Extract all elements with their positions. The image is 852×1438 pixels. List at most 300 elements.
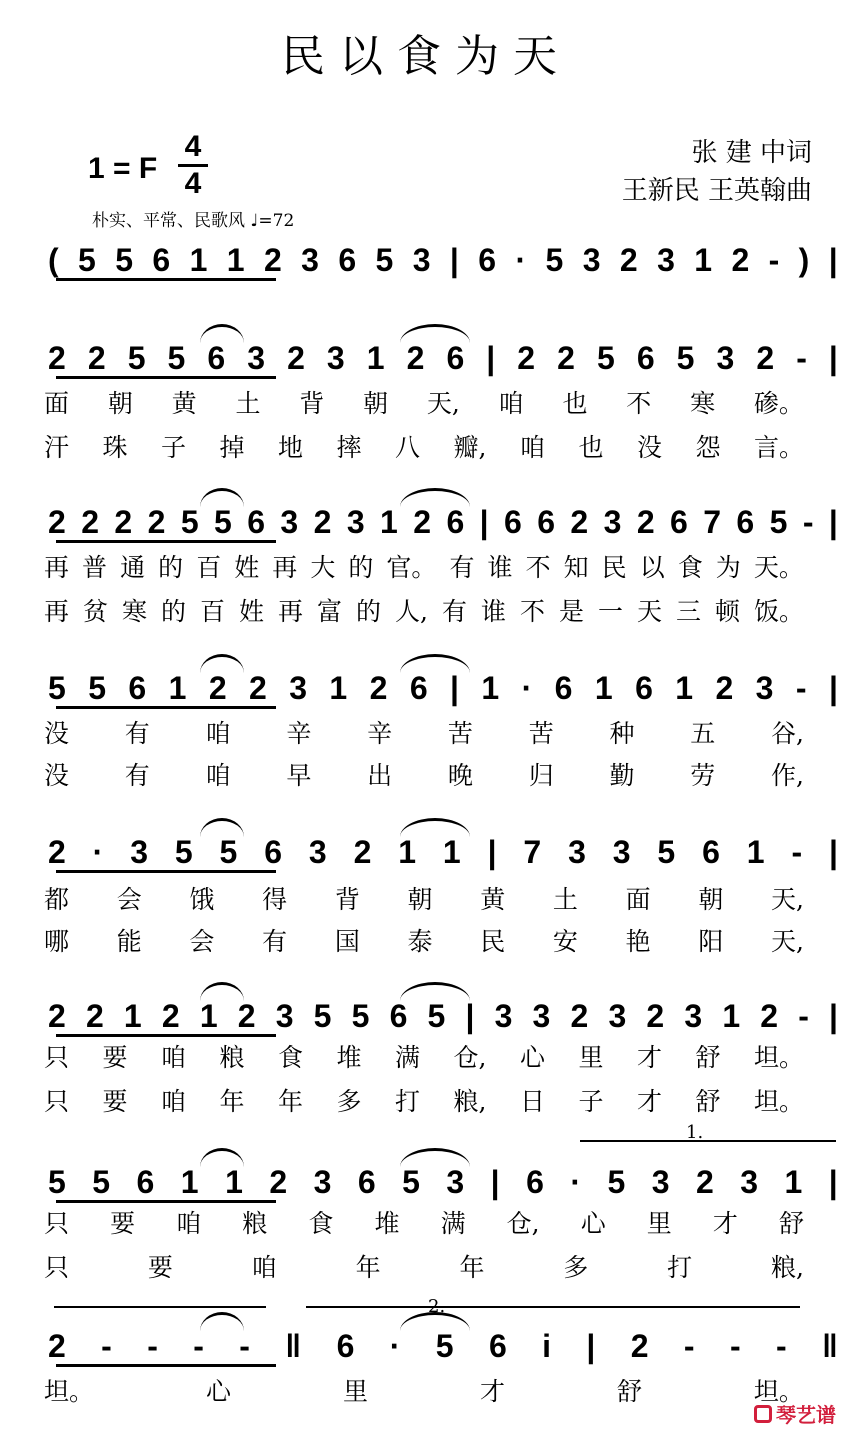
note: 6 [635,669,653,706]
note: 7 [703,503,722,540]
lyric-syllable: 粮 [219,1043,245,1072]
lyricist-credit: 张 建 中词 [691,138,812,168]
note: 6 [357,1163,376,1200]
slur-mark [400,488,470,507]
barline: | [828,241,838,278]
lyric-syllable: 只 [44,1087,70,1116]
lyric-syllable: 心 [205,1377,231,1406]
note: 2 [413,503,432,540]
note: 6 [247,503,266,540]
note: - [791,833,803,870]
lyric-syllable: 子 [161,433,187,462]
note: 2 [406,339,425,376]
note: 1 [180,1163,199,1200]
lyric-syllable: 打 [667,1253,693,1282]
lyric-syllable: 朝 [407,885,433,914]
note: 3 [608,997,627,1034]
lyric-syllable: 人, [395,597,428,626]
note: 3 [612,833,631,870]
note: - [729,1327,741,1364]
lyric-syllable: 坦。 [753,1377,804,1406]
meter-bottom: 4 [184,167,202,200]
lyric-syllable: 再 [272,553,298,582]
barline: ‖ [285,1327,302,1364]
slur-mark [400,1148,470,1167]
note: 3 [247,339,266,376]
note: 1 [594,669,613,706]
lyric-syllable: 堆 [374,1209,400,1238]
note: 3 [603,503,622,540]
volta-label-2: 2. [428,1296,446,1317]
note: · [92,833,104,870]
note: 1 [481,669,500,706]
lyric-syllable: 寒 [122,597,148,626]
note: 1 [329,669,348,706]
beam-underline [56,870,276,873]
lyric-syllable: 不 [525,553,551,582]
lyric-line-2-verse2 [44,426,804,466]
lyric-syllable: 劳 [690,761,716,790]
note: 6 [152,241,171,278]
note: i [542,1327,552,1364]
tempo-marking: 朴实、平常、民歌风 ♩=72 [92,211,295,231]
notation-line-1 [48,236,838,284]
note: · [389,1327,401,1364]
lyric-syllable: 饿 [189,885,215,914]
lyric-syllable: 三 [675,597,701,626]
lyric-syllable: 大 [310,553,336,582]
lyric-syllable: 安 [552,927,578,956]
lyric-syllable: 汗 [44,433,70,462]
note: 3 [755,669,774,706]
lyric-syllable: 珠 [102,433,128,462]
lyric-syllable: 得 [262,885,288,914]
note: 2 [87,339,106,376]
lyric-syllable: 言。 [753,433,804,462]
note: 1 [694,241,713,278]
note: 2 [114,503,133,540]
lyric-syllable: 咱 [161,1043,187,1072]
lyric-syllable: 多 [563,1253,589,1282]
lyric-syllable: 谷, [771,719,804,748]
volta-bracket-1-end [54,1306,266,1322]
lyric-syllable: 年 [278,1087,304,1116]
lyric-syllable: 要 [147,1253,173,1282]
lyric-syllable: 舒 [695,1087,721,1116]
lyric-syllable: 再 [44,597,70,626]
note: 3 [301,241,319,278]
note: 5 [435,1327,454,1364]
note: 2 [369,669,388,706]
lyric-syllable: 要 [102,1043,128,1072]
lyric-syllable: 的 [348,553,374,582]
lyric-syllable: 有 [262,927,288,956]
lyric-syllable: 五 [690,719,716,748]
note: 3 [280,503,299,540]
lyric-syllable: 仓, [506,1209,540,1238]
lyric-syllable: 食 [677,553,703,582]
note: 3 [313,1163,332,1200]
lyric-syllable: 姓 [234,553,260,582]
lyric-syllable: 食 [278,1043,304,1072]
lyric-syllable: 咱 [519,433,545,462]
note: 6 [504,503,522,540]
lyric-syllable: 有 [124,719,150,748]
note: 6 [446,503,465,540]
lyric-line-2-verse1 [44,382,804,422]
lyric-syllable: 出 [367,761,393,790]
lyric-syllable: 的 [356,597,382,626]
note: 1 [123,997,142,1034]
lyric-syllable: 的 [161,597,187,626]
note: 2 [313,503,332,540]
slur-mark [200,324,244,343]
note: 3 [651,1163,670,1200]
note: 2 [48,503,66,540]
note: ) [798,241,810,278]
note: 3 [716,339,735,376]
note: 2 [263,241,282,278]
note: 2 [715,669,734,706]
lyric-syllable: 有 [124,761,150,790]
lyric-syllable: 咱 [161,1087,187,1116]
slur-mark [400,818,470,837]
note: - [683,1327,695,1364]
lyric-syllable: 才 [479,1377,505,1406]
note: 5 [214,503,232,540]
note: 1 [784,1163,803,1200]
lyric-syllable: 通 [120,553,146,582]
note: 2 [48,1327,66,1364]
note: 3 [494,997,513,1034]
barline: | [490,1163,500,1200]
lyric-syllable: 瓣, [453,433,487,462]
note: 3 [532,997,551,1034]
note: 2 [731,241,750,278]
lyric-syllable: 心 [580,1209,606,1238]
barline: | [487,833,497,870]
note: 6 [264,833,283,870]
time-signature [178,132,208,199]
lyric-syllable: 顿 [714,597,740,626]
lyric-syllable: 才 [636,1087,662,1116]
note: 3 [289,669,308,706]
note: 2 [81,503,99,540]
lyric-syllable: 普 [82,553,108,582]
lyric-syllable: 舒 [616,1377,642,1406]
lyric-syllable: 坦。 [753,1087,804,1116]
lyric-syllable: 咱 [498,389,524,418]
lyric-syllable: 年 [219,1087,245,1116]
lyric-syllable: 以 [639,553,665,582]
lyric-syllable: 打 [395,1087,421,1116]
note: 7 [523,833,542,870]
note: 2 [287,339,305,376]
note: 2 [517,339,536,376]
lyric-line-4-verse2 [44,754,804,794]
lyric-syllable: 贫 [83,597,109,626]
lyric-syllable: 年 [459,1253,485,1282]
lyric-syllable: 子 [578,1087,604,1116]
lyric-line-7-verse2 [44,1246,804,1286]
logo-icon [754,1405,772,1423]
lyric-syllable: 不 [626,389,652,418]
lyric-line-3-verse1 [44,546,804,586]
note: · [570,1163,581,1200]
lyric-syllable: 没 [44,719,70,748]
lyric-syllable: 坦。 [44,1377,95,1406]
lyric-syllable: 没 [636,433,662,462]
lyric-syllable: 摔 [336,433,362,462]
lyric-syllable: 只 [44,1043,70,1072]
note: - [802,503,814,540]
lyric-syllable: 咱 [176,1209,202,1238]
lyric-syllable: 咱 [205,761,231,790]
beam-underline [56,278,276,281]
note: 2 [696,1163,714,1200]
note: 3 [446,1163,465,1200]
note: 2 [570,503,589,540]
lyric-syllable: 再 [278,597,304,626]
lyric-syllable: 天。 [753,553,804,582]
lyric-line-5-verse1 [44,878,804,918]
lyric-syllable: 只 [44,1209,70,1238]
note: 5 [167,339,186,376]
lyric-syllable: 里 [646,1209,672,1238]
note: - [147,1327,158,1364]
note: - [775,1327,787,1364]
barline: ‖ [822,1327,838,1364]
lyric-syllable: 国 [334,927,360,956]
note: 5 [607,1163,626,1200]
note: 2 [85,997,104,1034]
beam-underline [56,1034,276,1037]
note: 5 [127,339,146,376]
lyric-syllable: 咱 [205,719,231,748]
note: 6 [128,669,147,706]
slur-mark [200,488,244,507]
lyric-syllable: 早 [286,761,312,790]
lyric-syllable: 哪 [44,927,70,956]
lyric-syllable: 会 [116,885,142,914]
note: - [798,997,809,1034]
note: 1 [442,833,461,870]
note: 3 [582,241,601,278]
note: 2 [636,503,655,540]
lyric-syllable: 辛 [367,719,393,748]
lyric-line-5-verse2 [44,920,804,960]
slur-mark [200,1148,244,1167]
lyric-syllable: 里 [342,1377,368,1406]
note: 6 [670,503,688,540]
slur-mark [200,654,244,673]
note: 5 [48,669,66,706]
lyric-syllable: 官。 [386,553,437,582]
lyric-syllable: 饭。 [753,597,804,626]
lyric-syllable: 一 [597,597,623,626]
lyric-syllable: 只 [44,1253,70,1282]
lyric-syllable: 粮, [771,1253,804,1282]
note: 6 [488,1327,507,1364]
lyric-syllable: 要 [102,1087,128,1116]
lyric-line-6-verse2 [44,1080,804,1120]
lyric-syllable: 勤 [609,761,635,790]
lyric-syllable: 面 [44,389,70,418]
lyric-syllable: 黄 [480,885,506,914]
barline: | [586,1327,596,1364]
note: 2 [269,1163,288,1200]
note: 5 [115,241,134,278]
note: 1 [366,339,385,376]
lyric-syllable: 谁 [487,553,513,582]
note: 2 [570,997,589,1034]
lyric-syllable: 百 [200,597,226,626]
lyric-syllable: 年 [355,1253,381,1282]
barline: | [450,669,459,706]
note: 5 [48,1163,66,1200]
barline: | [828,339,838,376]
lyric-syllable: 苦 [528,719,554,748]
lyric-syllable: 是 [558,597,584,626]
lyric-syllable: 怨 [695,433,721,462]
lyric-syllable: 八 [395,433,421,462]
note: 6 [409,669,428,706]
song-title: 民以食为天 [281,31,571,82]
note: 5 [769,503,788,540]
lyric-syllable: 归 [528,761,554,790]
volta-bracket-1 [580,1140,836,1156]
watermark-logo [754,1399,836,1428]
lyric-syllable: 苦 [447,719,473,748]
lyric-syllable: 心 [519,1043,545,1072]
note: 2 [557,339,575,376]
slur-mark [200,982,244,1001]
slur-mark [400,654,470,673]
note: 2 [161,997,180,1034]
note: 5 [351,997,370,1034]
note: 1 [199,997,218,1034]
lyric-syllable: 不 [519,597,545,626]
barline: | [828,669,838,706]
note: 2 [208,669,227,706]
note: 1 [722,997,741,1034]
watermark-text: 琴艺谱 [776,1403,836,1427]
note: 1 [189,241,208,278]
beam-underline [56,376,276,379]
note: 2 [619,241,638,278]
note: 2 [237,997,256,1034]
note: 2 [147,503,166,540]
lyric-syllable: 种 [609,719,635,748]
key-signature: 1 = F [88,152,158,185]
note: 6 [446,339,465,376]
lyric-syllable: 晚 [447,761,473,790]
lyric-syllable: 面 [625,885,651,914]
lyric-line-3-verse2 [44,590,804,630]
note: 3 [275,997,294,1034]
lyric-syllable: 碜。 [753,389,804,418]
note: 5 [180,503,199,540]
lyric-syllable: 堆 [336,1043,362,1072]
lyric-syllable: 民 [601,553,627,582]
barline: | [449,241,459,278]
lyric-syllable: 天, [771,927,804,956]
note: 1 [168,669,187,706]
note: 5 [427,997,446,1034]
note: 2 [756,339,775,376]
lyric-line-7-verse1 [44,1202,804,1242]
lyric-line-6-verse1 [44,1036,804,1076]
note: 3 [568,833,586,870]
lyric-syllable: 粮, [453,1087,487,1116]
note: 1 [226,241,245,278]
note: ( [48,241,59,278]
barline: | [465,997,475,1034]
note: 2 [630,1327,649,1364]
note: 6 [736,503,755,540]
note: 5 [545,241,564,278]
lyric-syllable: 食 [308,1209,334,1238]
note: - [795,669,807,706]
note: - [193,1327,204,1364]
note: - [796,339,807,376]
lyric-syllable: 再 [44,553,70,582]
lyric-syllable: 富 [317,597,343,626]
lyric-syllable: 天, [426,389,460,418]
note: 1 [398,833,417,870]
note: 5 [219,833,238,870]
lyric-syllable: 朝 [363,389,389,418]
note: 6 [136,1163,155,1200]
lyric-syllable: 掉 [219,433,245,462]
note: 6 [389,997,408,1034]
lyric-syllable: 土 [552,885,578,914]
note: · [521,669,533,706]
lyric-syllable: 都 [44,885,70,914]
lyric-syllable: 有 [441,597,467,626]
lyric-syllable: 粮 [242,1209,268,1238]
barline: | [829,997,838,1034]
note: 6 [636,339,655,376]
note: 2 [353,833,372,870]
note: 6 [336,1327,355,1364]
slur-mark [400,324,470,343]
meter-top: 4 [184,130,202,163]
beam-underline [56,1364,276,1367]
note: 2 [760,997,779,1034]
note: 5 [402,1163,420,1200]
note: 6 [554,669,573,706]
note: 5 [88,669,106,706]
note: - [768,241,780,278]
lyric-syllable: 朝 [698,885,724,914]
beam-underline [56,706,276,709]
lyric-syllable: 百 [196,553,222,582]
lyric-syllable: 坦。 [753,1043,804,1072]
lyric-syllable: 满 [440,1209,466,1238]
note: 2 [48,833,66,870]
lyric-syllable: 阳 [698,927,724,956]
note: - [101,1327,112,1364]
lyric-syllable: 日 [519,1087,545,1116]
lyric-syllable: 民 [480,927,506,956]
note: 2 [646,997,665,1034]
barline: | [486,339,496,376]
note: 3 [740,1163,759,1200]
lyric-syllable: 谁 [480,597,506,626]
lyric-syllable: 有 [449,553,475,582]
note: 6 [702,833,720,870]
